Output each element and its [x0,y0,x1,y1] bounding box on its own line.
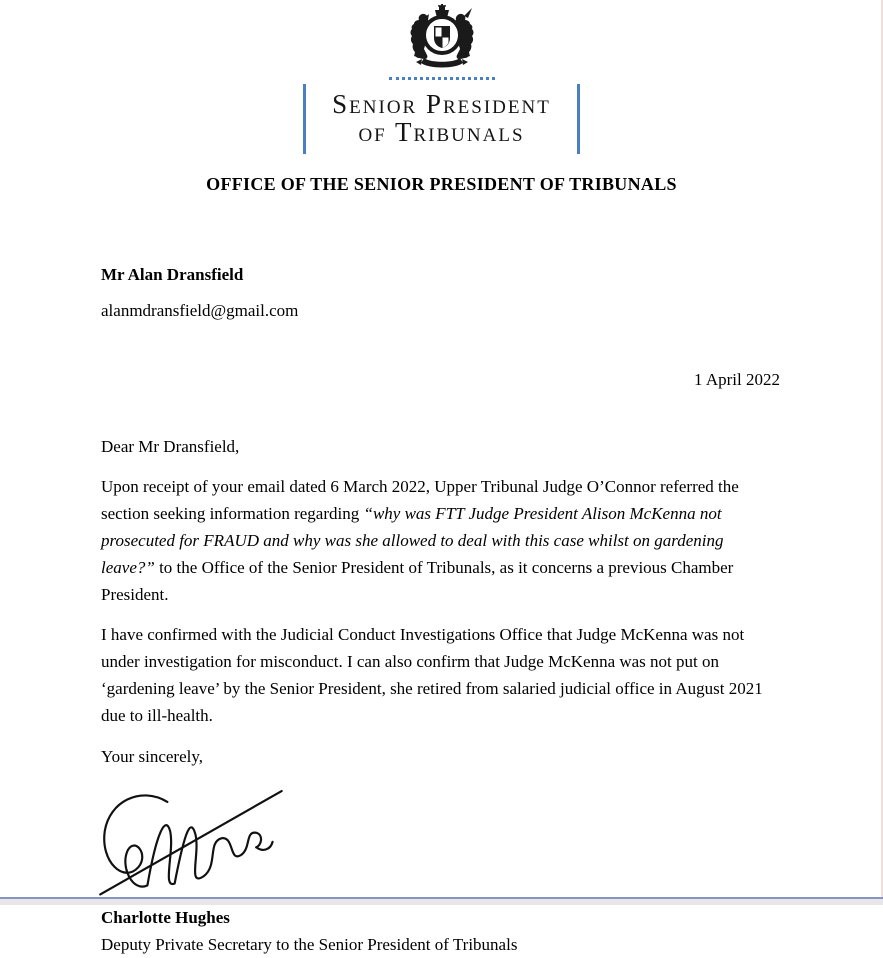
next-page-edge [0,897,883,905]
paragraph-2: I have confirmed with the Judicial Conduct Investigations Office that Judge McKenna was not under investigation for misconduct. I can also confirm that Judge McKenna was not put on ‘gardening leave’ by the Senior President, she retired from salaried judicial office in August 2021 due to ill-health. [101,625,763,725]
closing: Your sincerely, [101,747,203,766]
paragraph-1-pre: Upon receipt of your email dated 6 March 2022, Upper Tribunal Judge O’Connor referred the section seeking information regarding [101,477,739,523]
letter-body [0,261,883,958]
recipient-email: alanmdransfield@gmail.com [101,301,299,320]
royal-coat-of-arms-icon [398,4,486,68]
org-name-line1: Senior President [332,89,551,119]
letter-date: 1 April 2022 [694,370,780,389]
paragraph-1 [101,473,780,608]
org-logo [303,84,580,154]
paragraph-1-post: to the Office of the Senior President of Tribunals, as it concerns a previous Chamber President. [101,558,734,604]
office-heading: OFFICE OF THE SENIOR PRESIDENT OF TRIBUNALS [206,174,677,194]
org-name-line2: of Tribunals [358,117,525,147]
signatory-title: Deputy Private Secretary to the Senior President of Tribunals [101,935,518,954]
salutation: Dear Mr Dransfield, [101,437,240,456]
paragraph-1-quote: “why was FTT Judge President Alison McKenna not prosecuted for FRAUD and why was she allowed to deal with this case whilst on gardening leave?” [101,504,724,577]
recipient-name: Mr Alan Dransfield [101,265,244,284]
signature-image [93,778,780,902]
signatory-name: Charlotte Hughes [101,908,230,927]
letterhead [0,0,883,154]
dotted-divider [389,77,495,80]
